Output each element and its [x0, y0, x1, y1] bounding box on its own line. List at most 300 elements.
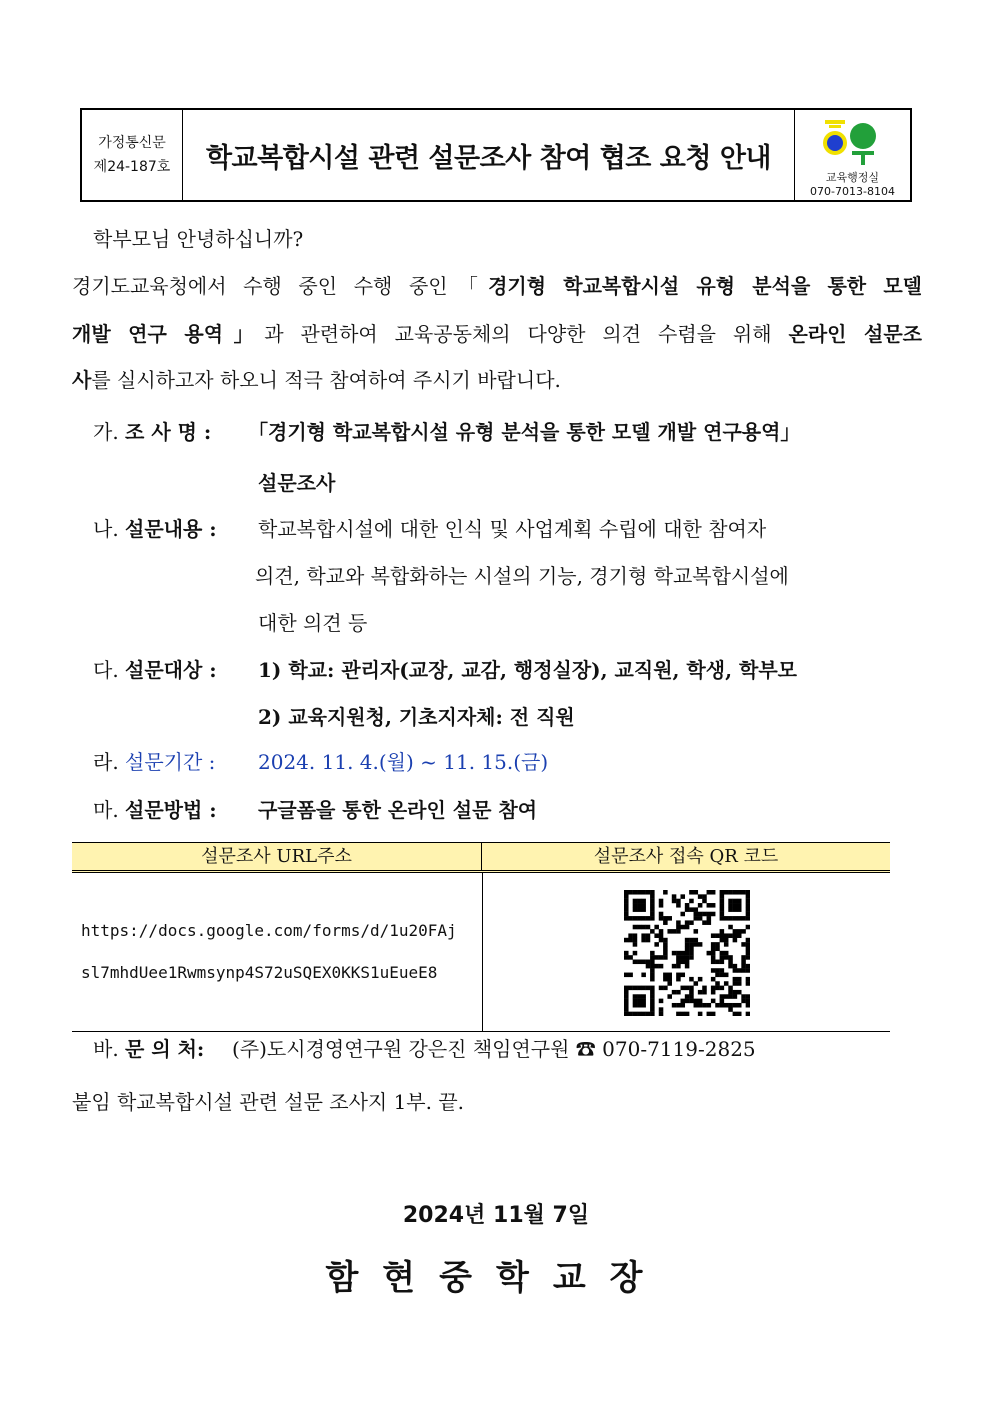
qr-module — [641, 994, 646, 999]
qr-module — [746, 999, 750, 1004]
qr-module — [702, 990, 707, 995]
qr-module — [746, 903, 750, 908]
qr-module — [741, 960, 746, 965]
qr-module — [672, 894, 677, 899]
table-row — [72, 873, 890, 1032]
qr-module — [637, 994, 642, 999]
qr-module — [637, 903, 642, 908]
qr-module — [650, 990, 655, 995]
qr-module — [698, 942, 703, 947]
qr-module — [733, 994, 738, 999]
qr-module — [698, 990, 703, 995]
qr-module — [650, 964, 655, 969]
qr-module — [650, 973, 655, 978]
qr-module — [676, 929, 681, 934]
qr-module — [628, 938, 633, 943]
qr-module — [685, 994, 690, 999]
survey-name-line-1 — [248, 416, 800, 445]
qr-module — [633, 938, 638, 943]
qr-module — [676, 920, 681, 925]
qr-module — [694, 890, 699, 895]
qr-module — [646, 960, 651, 965]
qr-module — [633, 899, 638, 904]
qr-module — [689, 951, 694, 956]
qr-module — [680, 951, 685, 956]
qr-module — [624, 907, 629, 912]
qr-module — [641, 925, 646, 930]
qr-module — [707, 920, 712, 925]
qr-module — [628, 933, 633, 938]
qr-module — [646, 933, 651, 938]
qr-module — [633, 903, 638, 908]
qr-module — [633, 942, 638, 947]
survey-emphasis-cont: 사 — [72, 368, 92, 392]
qr-module — [733, 964, 738, 969]
qr-module — [707, 1003, 712, 1008]
qr-module — [720, 968, 725, 973]
qr-column-header: 설문조사 접속 QR 코드 — [593, 846, 779, 867]
qr-module — [650, 903, 655, 908]
qr-module — [720, 929, 725, 934]
qr-module — [624, 938, 629, 943]
qr-module — [663, 946, 668, 951]
qr-module — [728, 994, 733, 999]
qr-module — [724, 973, 729, 978]
qr-module — [733, 933, 738, 938]
item-marker: 라. — [93, 750, 119, 774]
qr-module — [711, 968, 716, 973]
qr-module — [676, 925, 681, 930]
qr-module — [711, 999, 716, 1004]
qr-module — [685, 999, 690, 1004]
qr-module — [694, 907, 699, 912]
qr-module — [650, 916, 655, 921]
qr-module — [728, 960, 733, 965]
qr-module — [720, 912, 725, 917]
qr-module — [746, 907, 750, 912]
qr-module — [641, 890, 646, 895]
qr-module — [659, 986, 664, 991]
qr-module — [728, 933, 733, 938]
qr-module — [663, 977, 668, 982]
qr-module — [711, 933, 716, 938]
qr-module — [720, 951, 725, 956]
qr-module — [702, 912, 707, 917]
qr-module — [711, 955, 716, 960]
qr-module — [741, 955, 746, 960]
qr-module — [741, 942, 746, 947]
qr-module — [694, 1003, 699, 1008]
qr-module — [659, 929, 664, 934]
qr-module — [698, 894, 703, 899]
qr-module — [689, 938, 694, 943]
qr-module — [624, 973, 629, 978]
qr-module — [724, 1003, 729, 1008]
qr-module — [702, 986, 707, 991]
qr-module — [637, 999, 642, 1004]
qr-module — [646, 938, 651, 943]
qr-module — [667, 916, 672, 921]
qr-module — [689, 942, 694, 947]
qr-module — [746, 890, 750, 895]
qr-module — [654, 942, 659, 947]
qr-module — [720, 899, 725, 904]
qr-module — [624, 951, 629, 956]
qr-module — [694, 912, 699, 917]
qr-module — [711, 960, 716, 965]
qr-module — [663, 938, 668, 943]
qr-module — [733, 1012, 738, 1016]
qr-module — [720, 973, 725, 978]
qr-module — [676, 899, 681, 904]
qr-module — [720, 907, 725, 912]
survey-url-line-1[interactable]: https://docs.google.com/forms/d/1u20FAj — [81, 921, 457, 940]
qr-module — [737, 933, 742, 938]
qr-module — [746, 1003, 750, 1008]
qr-module — [676, 960, 681, 965]
column-divider — [482, 873, 483, 1032]
qr-module — [659, 964, 664, 969]
qr-module — [698, 912, 703, 917]
qr-module — [689, 994, 694, 999]
qr-module — [637, 960, 642, 965]
qr-module — [650, 999, 655, 1004]
qr-module — [637, 925, 642, 930]
qr-module — [624, 903, 629, 908]
qr-module — [633, 994, 638, 999]
qr-module — [659, 1007, 664, 1012]
item-marker: 가. — [93, 420, 119, 444]
qr-module — [659, 916, 664, 921]
qr-module — [676, 977, 681, 982]
qr-module — [733, 903, 738, 908]
qr-module — [672, 1003, 677, 1008]
qr-module — [698, 903, 703, 908]
intro-line-2 — [72, 318, 922, 347]
qr-module — [720, 903, 725, 908]
qr-module — [672, 964, 677, 969]
qr-module — [680, 912, 685, 917]
qr-module — [720, 955, 725, 960]
qr-module — [724, 955, 729, 960]
qr-module — [676, 903, 681, 908]
qr-module — [672, 951, 677, 956]
qr-module — [633, 1012, 638, 1016]
qr-module — [698, 999, 703, 1004]
survey-method — [258, 794, 537, 823]
qr-module — [724, 994, 729, 999]
qr-module — [667, 981, 672, 986]
qr-module — [689, 899, 694, 904]
qr-module — [733, 1003, 738, 1008]
qr-module — [650, 960, 655, 965]
qr-module — [685, 946, 690, 951]
qr-module — [746, 946, 750, 951]
attachment-note: 붙임 학교복합시설 관련 설문 조사지 1부. 끝. — [72, 1090, 465, 1114]
qr-module — [637, 890, 642, 895]
intro-line-1 — [72, 270, 922, 299]
qr-module — [741, 929, 746, 934]
qr-module — [624, 916, 629, 921]
qr-module — [680, 894, 685, 899]
item-label: 설문방법 : — [125, 798, 217, 822]
survey-url-line-2[interactable]: sl7mhdUee1Rwmsynp4S72uSQEX0KKS1uEueE8 — [81, 963, 438, 982]
qr-module — [628, 1012, 633, 1016]
qr-module — [720, 1003, 725, 1008]
qr-module — [654, 925, 659, 930]
qr-module — [728, 964, 733, 969]
qr-module — [676, 973, 681, 978]
qr-module — [702, 920, 707, 925]
qr-module — [659, 1012, 664, 1016]
qr-module — [650, 890, 655, 895]
qr-module — [685, 1012, 690, 1016]
qr-module — [650, 955, 655, 960]
qr-module — [711, 946, 716, 951]
qr-module — [728, 890, 733, 895]
qr-module — [650, 899, 655, 904]
school-info — [794, 110, 910, 200]
qr-module — [654, 955, 659, 960]
project-name-cont: 개발 연구 용역」 — [72, 322, 265, 346]
qr-module — [685, 907, 690, 912]
qr-module — [624, 899, 629, 904]
qr-module — [646, 925, 651, 930]
qr-module — [659, 899, 664, 904]
qr-module — [711, 951, 716, 956]
qr-module — [685, 942, 690, 947]
qr-module — [707, 890, 712, 895]
qr-module — [689, 999, 694, 1004]
qr-module — [650, 1007, 655, 1012]
qr-module — [624, 999, 629, 1004]
qr-module — [641, 938, 646, 943]
qr-module — [737, 907, 742, 912]
qr-module — [633, 951, 638, 956]
qr-module — [707, 1012, 712, 1016]
item-survey-target — [93, 654, 217, 683]
qr-module — [641, 960, 646, 965]
qr-module — [663, 973, 668, 978]
item-label: 설문내용 : — [125, 517, 217, 541]
qr-module — [733, 977, 738, 982]
survey-method-text: 구글폼을 통한 온라인 설문 참여 — [258, 798, 538, 822]
qr-module — [737, 968, 742, 973]
qr-module — [720, 894, 725, 899]
qr-module — [707, 903, 712, 908]
qr-module — [689, 946, 694, 951]
qr-module — [707, 912, 712, 917]
qr-module — [641, 973, 646, 978]
qr-module — [724, 933, 729, 938]
qr-module — [680, 986, 685, 991]
qr-module — [672, 899, 677, 904]
qr-module — [733, 916, 738, 921]
qr-module — [650, 968, 655, 973]
qr-module — [689, 955, 694, 960]
qr-module — [746, 925, 750, 930]
signer: 함현중학교장 — [325, 1258, 667, 1298]
qr-module — [728, 903, 733, 908]
qr-module — [737, 890, 742, 895]
notice-number: 제24-187호 — [93, 159, 171, 175]
qr-module — [711, 986, 716, 991]
qr-module — [720, 916, 725, 921]
intro-line-3 — [72, 364, 561, 393]
qr-module — [689, 920, 694, 925]
qr-module — [711, 912, 716, 917]
qr-module — [746, 942, 750, 947]
qr-module — [737, 899, 742, 904]
qr-module — [728, 899, 733, 904]
survey-content-line-2: 의견, 학교와 복합화하는 시설의 기능, 경기형 학교복합시설에 — [255, 564, 789, 588]
qr-module — [741, 916, 746, 921]
issue-date: 2024년 11월 7일 — [402, 1203, 590, 1228]
intro-text: 경기도교육청에서 수행 중인 수행 중인「 — [72, 274, 489, 298]
qr-module — [746, 968, 750, 973]
qr-module — [633, 925, 638, 930]
qr-module — [633, 986, 638, 991]
qr-module — [707, 951, 712, 956]
qr-module — [728, 1007, 733, 1012]
qr-module — [663, 942, 668, 947]
qr-module — [689, 986, 694, 991]
qr-module — [650, 929, 655, 934]
qr-module — [720, 960, 725, 965]
qr-module — [663, 916, 668, 921]
qr-module — [720, 890, 725, 895]
qr-module — [685, 951, 690, 956]
qr-module — [685, 938, 690, 943]
qr-module — [741, 994, 746, 999]
item-label: 설문기간 : — [125, 750, 216, 774]
survey-name: 「경기형 학교복합시설 유형 분석을 통한 모델 개발 연구용역」 — [248, 420, 801, 444]
qr-module — [624, 986, 629, 991]
qr-module — [724, 916, 729, 921]
qr-module — [694, 999, 699, 1004]
qr-module — [676, 951, 681, 956]
qr-module — [633, 890, 638, 895]
item-contact — [93, 1033, 204, 1062]
survey-target-line-1 — [258, 654, 797, 683]
item-marker: 마. — [93, 798, 119, 822]
qr-module — [646, 890, 651, 895]
qr-module — [676, 990, 681, 995]
qr-module — [746, 894, 750, 899]
dept-name: 교육행정실 — [825, 171, 880, 184]
qr-module — [733, 899, 738, 904]
qr-module — [646, 964, 651, 969]
url-column-header: 설문조사 URL주소 — [72, 843, 482, 871]
qr-module — [637, 916, 642, 921]
qr-module — [715, 942, 720, 947]
item-label: 문 의 처: — [125, 1037, 205, 1061]
qr-module — [650, 1003, 655, 1008]
qr-module — [676, 955, 681, 960]
qr-module — [641, 986, 646, 991]
qr-module — [667, 929, 672, 934]
item-marker: 나. — [93, 517, 119, 541]
qr-module — [715, 960, 720, 965]
qr-module — [680, 973, 685, 978]
qr-module — [711, 977, 716, 982]
qr-module — [680, 925, 685, 930]
qr-module — [685, 955, 690, 960]
qr-module — [628, 916, 633, 921]
qr-module — [698, 1003, 703, 1008]
qr-module — [685, 920, 690, 925]
item-survey-name — [93, 416, 211, 445]
item-survey-content — [93, 513, 217, 542]
survey-period: 2024. 11. 4.(월) ~ 11. 15.(금) — [258, 750, 549, 774]
qr-module — [728, 1003, 733, 1008]
qr-module — [676, 1003, 681, 1008]
qr-module — [650, 912, 655, 917]
school-logo-icon — [819, 116, 885, 168]
table-header-row — [72, 842, 890, 873]
qr-module — [685, 903, 690, 908]
qr-module — [715, 946, 720, 951]
qr-module — [746, 951, 750, 956]
qr-module — [746, 916, 750, 921]
qr-module — [698, 977, 703, 982]
notice-type: 가정통신문 — [98, 135, 166, 151]
qr-module — [737, 903, 742, 908]
qr-module — [663, 951, 668, 956]
qr-module — [650, 894, 655, 899]
qr-module — [746, 899, 750, 904]
qr-module — [663, 986, 668, 991]
qr-module — [737, 929, 742, 934]
qr-module — [728, 986, 733, 991]
qr-module — [659, 903, 664, 908]
qr-module — [659, 912, 664, 917]
qr-module — [663, 955, 668, 960]
qr-module — [680, 955, 685, 960]
qr-module — [733, 968, 738, 973]
qr-module — [624, 890, 629, 895]
qr-module — [646, 916, 651, 921]
survey-content-line-3: 대한 의견 등 — [258, 611, 368, 635]
qr-module — [741, 968, 746, 973]
qr-module — [633, 916, 638, 921]
qr-module — [641, 907, 646, 912]
qr-module — [633, 960, 638, 965]
qr-module — [659, 955, 664, 960]
qr-module — [685, 925, 690, 930]
qr-module — [628, 955, 633, 960]
qr-module — [659, 999, 664, 1004]
qr-module — [659, 933, 664, 938]
qr-module — [667, 977, 672, 982]
item-survey-period — [93, 746, 215, 775]
qr-module — [650, 994, 655, 999]
qr-code-icon[interactable] — [624, 890, 750, 1016]
item-label: 조 사 명 : — [125, 420, 212, 444]
survey-target-line-2 — [258, 701, 575, 730]
qr-module — [733, 981, 738, 986]
qr-module — [711, 890, 716, 895]
qr-module — [624, 912, 629, 917]
qr-module — [633, 907, 638, 912]
qr-module — [746, 1012, 750, 1016]
qr-module — [624, 1007, 629, 1012]
qr-module — [672, 990, 677, 995]
qr-module — [667, 994, 672, 999]
qr-module — [746, 964, 750, 969]
qr-module — [724, 890, 729, 895]
qr-module — [641, 933, 646, 938]
